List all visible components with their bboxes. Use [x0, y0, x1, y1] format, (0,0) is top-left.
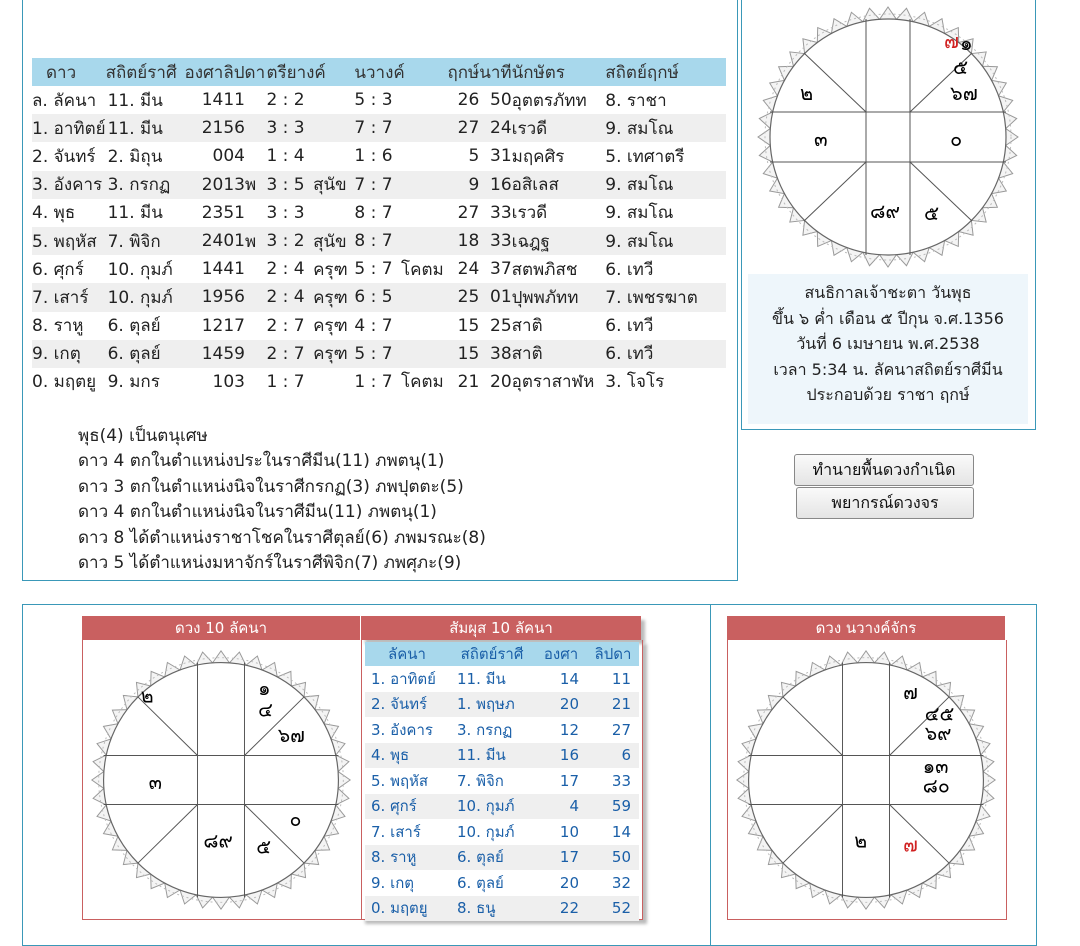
planet-nati: 33	[490, 202, 512, 223]
planet-rerk: 18	[447, 227, 479, 255]
planet-degree: 1	[212, 371, 224, 392]
note-line: ดาว 4 ตกในตำแหน่งนิจในราศีมีน(11) ภพตนุ(1)	[78, 502, 437, 523]
planet-degree: 24	[184, 227, 223, 255]
planet-navang: 8 : 7	[354, 227, 401, 255]
cell-text: ๑	[960, 31, 973, 55]
planet-triyang: 1 : 4	[266, 146, 305, 167]
planet-nati: 33	[479, 227, 511, 255]
lagna-planet: 7. เสาร์	[371, 822, 421, 841]
planet-minute: 41	[223, 259, 245, 280]
planet-rerk: 21	[457, 371, 480, 392]
planet-rerk: 9	[447, 171, 479, 199]
note-line: พุธ(4) เป็นตนุเศษ	[78, 426, 208, 446]
caption-line: วันที่ 6 เมษายน พ.ศ.2538	[796, 334, 980, 354]
planet-naksat: ปุพพภัทท	[512, 283, 606, 311]
planet-triyang-note: ครุฑ	[313, 340, 354, 368]
planet-navang: 5 : 7	[354, 259, 393, 280]
cell-text: ๘๙	[203, 829, 233, 853]
planet-navang-note	[401, 142, 447, 170]
planet-lord: 5. เทศาตรี	[605, 146, 685, 167]
planet-lord: 7. เพชรฆาต	[605, 283, 726, 311]
cell-text: ๔	[258, 698, 273, 722]
planet-nati: 16	[479, 171, 511, 199]
planet-naksat: เรวดี	[512, 114, 606, 142]
lagna-planet: 6. ศุกร์	[365, 794, 449, 820]
planet-sign: 11. มีน	[106, 114, 185, 142]
planet-lord: 9. สมโณ	[605, 203, 674, 224]
planet-degree: 0	[212, 146, 224, 167]
lagna-sign: 8. ธนู	[449, 896, 535, 922]
cell-text: ๓	[814, 127, 828, 151]
caption-line: ประกอบด้วย ราชา ฤกษ์	[806, 385, 970, 405]
lagna-degree: 4	[535, 794, 587, 820]
planet-name: 1. อาทิตย์	[32, 114, 106, 142]
cell-text-red: ๗	[944, 29, 960, 53]
planet-naksat: อุตราสาฬห	[511, 372, 595, 393]
planet-triyang-note: สุนัข	[313, 171, 354, 199]
planet-retro	[245, 199, 266, 227]
planet-degree: 12	[201, 315, 224, 336]
planet-triyang-note: ครุฑ	[313, 316, 348, 337]
planet-triyang-note	[313, 114, 354, 142]
planet-triyang: 2 : 2	[266, 90, 305, 111]
planet-nati: 25	[490, 315, 512, 336]
table-row	[365, 896, 639, 922]
planet-retro: พ	[245, 171, 266, 199]
planet-sign: 2. มิถุน	[107, 146, 163, 167]
planet-triyang: 2 : 4	[266, 283, 313, 311]
planet-navang-note	[401, 340, 447, 368]
planet-degree: 14	[201, 90, 224, 111]
cell-text: ๘๐	[922, 774, 950, 798]
cell-text: ๑๓	[922, 755, 949, 779]
planet-retro	[245, 255, 266, 283]
col-lagna: ลัคนา	[365, 642, 449, 666]
planet-navang-note	[401, 227, 447, 255]
planet-sign: 10. กุมภ์	[107, 259, 173, 280]
planet-naksat: สาติ	[511, 316, 543, 337]
note-line: ดาว 3 ตกในตำแหน่งนิจในราศีกรกฏ(3) ภพปุตตะ(5)	[78, 476, 464, 497]
table-row	[32, 86, 726, 114]
lagna-degree: 10	[559, 822, 579, 841]
table-row	[365, 768, 639, 794]
planet-sign: 7. พิจิก	[106, 227, 185, 255]
planet-retro	[245, 114, 266, 142]
caption-line: ขึ้น ๖ ค่ำ เดือน ๕ ปีกุน จ.ศ.1356	[772, 308, 1004, 328]
main-horoscope-chart	[748, 0, 1028, 272]
planet-nati: 50	[490, 90, 512, 111]
cell-text: ๘๙	[870, 199, 901, 223]
predict-transit-button[interactable]: พยากรณ์ดวงจร	[796, 487, 974, 519]
planet-naksat: สตพภิสช	[511, 259, 578, 280]
col-sign: สถิตย์ราศี	[106, 58, 185, 86]
cell-text: ๖๗	[277, 723, 305, 747]
chart-caption	[748, 274, 1028, 424]
planet-navang-note	[401, 312, 447, 340]
planet-navang: 1 : 7	[354, 371, 393, 392]
col-minute: ลิปดา	[223, 58, 266, 86]
lagna-sign: 10. กุมภ์	[457, 822, 515, 841]
planet-name: 8. ราหู	[32, 316, 84, 337]
col-sign: สถิตย์ราศี	[449, 642, 535, 666]
lagna-minute: 14	[611, 822, 631, 841]
lagna-sign: 11. มีน	[457, 669, 506, 688]
table-row	[32, 227, 726, 255]
lagna-sign: 6. ตุลย์	[457, 873, 504, 892]
lagna-minute: 59	[587, 794, 639, 820]
lagna-degree: 14	[559, 669, 579, 688]
col-planet: ดาว	[32, 58, 106, 86]
table-row	[365, 743, 639, 769]
planet-lord: 8. ราชา	[605, 90, 667, 111]
planet-naksat: เรวดี	[511, 203, 548, 224]
planet-sign: 3. กรกฏ	[106, 171, 185, 199]
cell-text: ๐	[289, 807, 302, 831]
planet-sign: 6. ตุลย์	[107, 316, 161, 337]
planet-lord: 6. เทวี	[605, 340, 726, 368]
planet-naksat: เฉฎฐ	[512, 227, 606, 255]
planet-navang-note: โคตม	[400, 259, 444, 280]
lagna-degree: 22	[535, 896, 587, 922]
planet-nati: 20	[490, 371, 512, 392]
planet-name: 7. เสาร์	[32, 283, 106, 311]
cell-text: ๒	[140, 684, 154, 708]
planet-triyang: 3 : 2	[266, 227, 313, 255]
table-row	[32, 142, 726, 170]
planet-triyang: 3 : 3	[266, 114, 313, 142]
planet-minute: 03	[223, 371, 245, 392]
lagna-planet: 0. มฤตยู	[365, 896, 449, 922]
cell-text: ๓	[148, 770, 162, 794]
planet-navang: 5 : 7	[354, 340, 401, 368]
lagna-planet: 1. อาทิตย์	[371, 669, 436, 688]
planet-degree: 20	[184, 171, 223, 199]
planet-nati: 01	[479, 283, 511, 311]
lagna-degree: 16	[535, 743, 587, 769]
planet-minute: 13	[223, 171, 245, 199]
col-lord: สถิตย์ฤกษ์	[605, 58, 726, 86]
planet-minute: 51	[223, 202, 245, 223]
cell-text: ๑	[258, 676, 271, 700]
planet-lord: 6. เทวี	[605, 259, 654, 280]
planet-rerk: 15	[457, 315, 480, 336]
cell-text: ๕	[256, 835, 272, 859]
planet-table	[32, 58, 726, 396]
planet-table-header	[32, 58, 726, 86]
cell-text-red: ๗	[903, 833, 918, 857]
table-row	[365, 845, 639, 871]
planet-triyang-note: สุนัข	[313, 227, 354, 255]
cell-text: ๒	[854, 829, 868, 853]
planet-nati: 38	[479, 340, 511, 368]
lagna-sign: 3. กรกฏ	[457, 720, 513, 739]
lagna-sign: 7. พิจิก	[457, 771, 504, 790]
cell-text: ๖๗	[950, 81, 978, 105]
lagna10-table-title: สัมผุส 10 ลัคนา	[361, 616, 641, 640]
planet-degree: 14	[184, 340, 223, 368]
planet-navang-note	[401, 171, 447, 199]
planet-triyang-note	[313, 142, 354, 170]
planet-naksat: สาติ	[512, 340, 606, 368]
caption-line: เวลา 5:34 น. ลัคนาสถิตย์ราศีมีน	[773, 359, 1003, 379]
planet-triyang-note	[313, 86, 354, 114]
planet-minute: 11	[223, 90, 245, 111]
planet-navang-note	[401, 114, 447, 142]
table-row	[365, 666, 639, 692]
planet-lord: 9. สมโณ	[605, 171, 726, 199]
planet-rerk: 25	[447, 283, 479, 311]
lagna-minute: 27	[611, 720, 631, 739]
planet-triyang-note	[313, 368, 354, 396]
planet-triyang: 3 : 3	[266, 202, 305, 223]
planet-lord: 3. โจโร	[605, 372, 665, 393]
planet-nati: 24	[479, 114, 511, 142]
lagna-degree: 17	[535, 845, 587, 871]
lagna-minute: 50	[587, 845, 639, 871]
planet-rerk: 5	[468, 146, 480, 167]
lagna-degree: 17	[559, 771, 579, 790]
planet-rerk: 27	[447, 114, 479, 142]
cell-text: ๖๙	[924, 721, 952, 745]
planet-minute: 56	[223, 114, 245, 142]
planet-retro	[245, 142, 266, 170]
planet-navang: 1 : 6	[354, 146, 393, 167]
table-row	[32, 312, 726, 340]
lagna-minute: 32	[611, 873, 631, 892]
table-row	[32, 283, 726, 311]
caption-line: สนธิกาลเจ้าชะตา วันพุธ	[804, 283, 972, 302]
lagna-minute: 21	[587, 692, 639, 718]
planet-navang: 7 : 7	[354, 171, 401, 199]
notes-list	[78, 424, 486, 576]
planet-lord: 9. สมโณ	[605, 114, 726, 142]
planet-degree: 14	[201, 259, 224, 280]
col-navang: นวางค์	[354, 58, 447, 86]
planet-rerk: 27	[457, 202, 480, 223]
table-row	[32, 368, 726, 396]
planet-degree: 21	[184, 114, 223, 142]
lagna10-horoscope-chart	[84, 642, 358, 918]
planet-retro	[245, 368, 266, 396]
lagna-minute: 6	[587, 743, 639, 769]
lagna-minute: 33	[611, 771, 631, 790]
planet-naksat: อุตตรภัทท	[511, 90, 587, 111]
cell-text: ๗	[903, 680, 918, 704]
cell-text: ๐	[950, 127, 963, 151]
planet-sign: 9. มกร	[107, 372, 160, 393]
planet-nati: 37	[490, 259, 512, 280]
lagna10-table-header	[365, 642, 639, 666]
col-triyang: ตรียางค์	[266, 58, 354, 86]
cell-text: ๕	[924, 201, 940, 225]
lagna-planet: 4. พุธ	[365, 743, 449, 769]
lagna-degree: 12	[559, 720, 579, 739]
planet-sign: 11. มีน	[107, 203, 163, 224]
planet-naksat: อสิเลส	[512, 171, 606, 199]
lagna-sign: 6. ตุลย์	[449, 845, 535, 871]
planet-triyang: 2 : 7	[266, 315, 305, 336]
planet-triyang: 2 : 7	[266, 340, 313, 368]
planet-retro	[245, 340, 266, 368]
planet-degree: 19	[184, 283, 223, 311]
table-row	[365, 794, 639, 820]
planet-navang: 8 : 7	[354, 202, 393, 223]
navang-horoscope-chart	[729, 642, 1003, 918]
planet-navang-note: โคตม	[400, 372, 444, 393]
lagna-planet: 9. เกตุ	[371, 873, 415, 892]
col-nati: นาที	[479, 58, 511, 86]
col-naksat: นักษัตร	[512, 58, 606, 86]
col-minute: ลิปดา	[587, 642, 639, 666]
col-degree: องศา	[535, 642, 587, 666]
lagna-planet: 5. พฤหัส	[371, 771, 429, 790]
lagna-sign: 11. มีน	[449, 743, 535, 769]
table-row	[365, 819, 639, 845]
planet-rerk: 24	[457, 259, 480, 280]
planet-minute: 56	[223, 283, 245, 311]
col-rerk: ฤกษ์	[447, 58, 479, 86]
planet-triyang-note: ครุฑ	[313, 259, 348, 280]
lagna10-table	[365, 642, 639, 921]
note-line: ดาว 5 ได้ตำแหน่งมหาจักร์ในราศีพิจิก(7) ภพศุภะ(9)	[78, 553, 462, 574]
planet-name: 0. มฤตยู	[32, 372, 97, 393]
planet-navang: 7 : 7	[354, 114, 401, 142]
navang-chart-title: ดวง นวางค์จักร	[727, 616, 1005, 640]
lagna-minute: 11	[611, 669, 631, 688]
planet-minute: 04	[223, 146, 245, 167]
cell-text: ๕	[953, 55, 969, 79]
planet-name: 2. จันทร์	[32, 146, 96, 167]
lagna-sign: 10. กุมภ์	[449, 794, 535, 820]
planet-retro	[245, 86, 266, 114]
planet-triyang: 1 : 7	[266, 371, 305, 392]
lagna-degree: 20	[535, 692, 587, 718]
planet-navang: 4 : 7	[354, 315, 393, 336]
predict-birth-button[interactable]: ทำนายพื้นดวงกำเนิด	[794, 454, 974, 486]
lagna-minute: 52	[587, 896, 639, 922]
planet-rerk: 15	[447, 340, 479, 368]
planet-name: 4. พุธ	[32, 203, 76, 224]
lagna-planet: 8. ราหู	[365, 845, 449, 871]
planet-lord: 6. เทวี	[605, 316, 654, 337]
planet-retro: พ	[245, 227, 266, 255]
planet-nati: 31	[490, 146, 512, 167]
table-row	[32, 255, 726, 283]
planet-sign: 10. กุมภ์	[106, 283, 185, 311]
cell-text: ๔๕	[924, 702, 955, 726]
planet-triyang: 3 : 5	[266, 171, 313, 199]
planet-retro	[245, 312, 266, 340]
planet-navang-note	[401, 199, 447, 227]
planet-triyang-note	[313, 199, 354, 227]
table-row	[365, 717, 639, 743]
lagna-planet: 2. จันทร์	[365, 692, 449, 718]
lagna-planet: 3. อังคาร	[371, 720, 433, 739]
planet-triyang-note: ครุฑ	[313, 283, 354, 311]
planet-triyang: 2 : 4	[266, 259, 305, 280]
planet-navang: 6 : 5	[354, 283, 401, 311]
planet-name: 9. เกตุ	[32, 340, 106, 368]
planet-lord: 9. สมโณ	[605, 227, 726, 255]
lagna-degree: 20	[559, 873, 579, 892]
planet-minute: 01	[223, 227, 245, 255]
planet-name: 3. อังคาร	[32, 171, 106, 199]
table-row	[32, 199, 726, 227]
cell-text: ๒	[800, 81, 814, 105]
col-degree: องศา	[184, 58, 223, 86]
planet-name: ล. ลัคนา	[32, 90, 97, 111]
table-row	[32, 114, 726, 142]
planet-rerk: 26	[457, 90, 480, 111]
planet-degree: 23	[201, 202, 224, 223]
table-row	[365, 692, 639, 718]
planet-name: 6. ศุกร์	[32, 259, 84, 280]
planet-naksat: มฤคศิร	[511, 146, 565, 167]
table-row	[365, 870, 639, 896]
lagna-sign: 1. พฤษภ	[449, 692, 535, 718]
note-line: ดาว 4 ตกในตำแหน่งประในราศีมีน(11) ภพตนุ(1)	[78, 451, 445, 472]
table-row	[32, 171, 726, 199]
planet-minute: 59	[223, 340, 245, 368]
planet-minute: 17	[223, 315, 245, 336]
note-line: ดาว 8 ได้ตำแหน่งราชาโชคในราศีตุลย์(6) ภพมรณะ(8)	[78, 527, 486, 548]
planet-navang-note	[401, 86, 447, 114]
planet-navang-note	[401, 283, 447, 311]
planet-navang: 5 : 3	[354, 90, 393, 111]
planet-sign: 11. มีน	[107, 90, 163, 111]
planet-name: 5. พฤหัส	[32, 227, 106, 255]
lagna10-chart-title: ดวง 10 ลัคนา	[82, 616, 360, 640]
table-row	[32, 340, 726, 368]
planet-sign: 6. ตุลย์	[106, 340, 185, 368]
planet-retro	[245, 283, 266, 311]
